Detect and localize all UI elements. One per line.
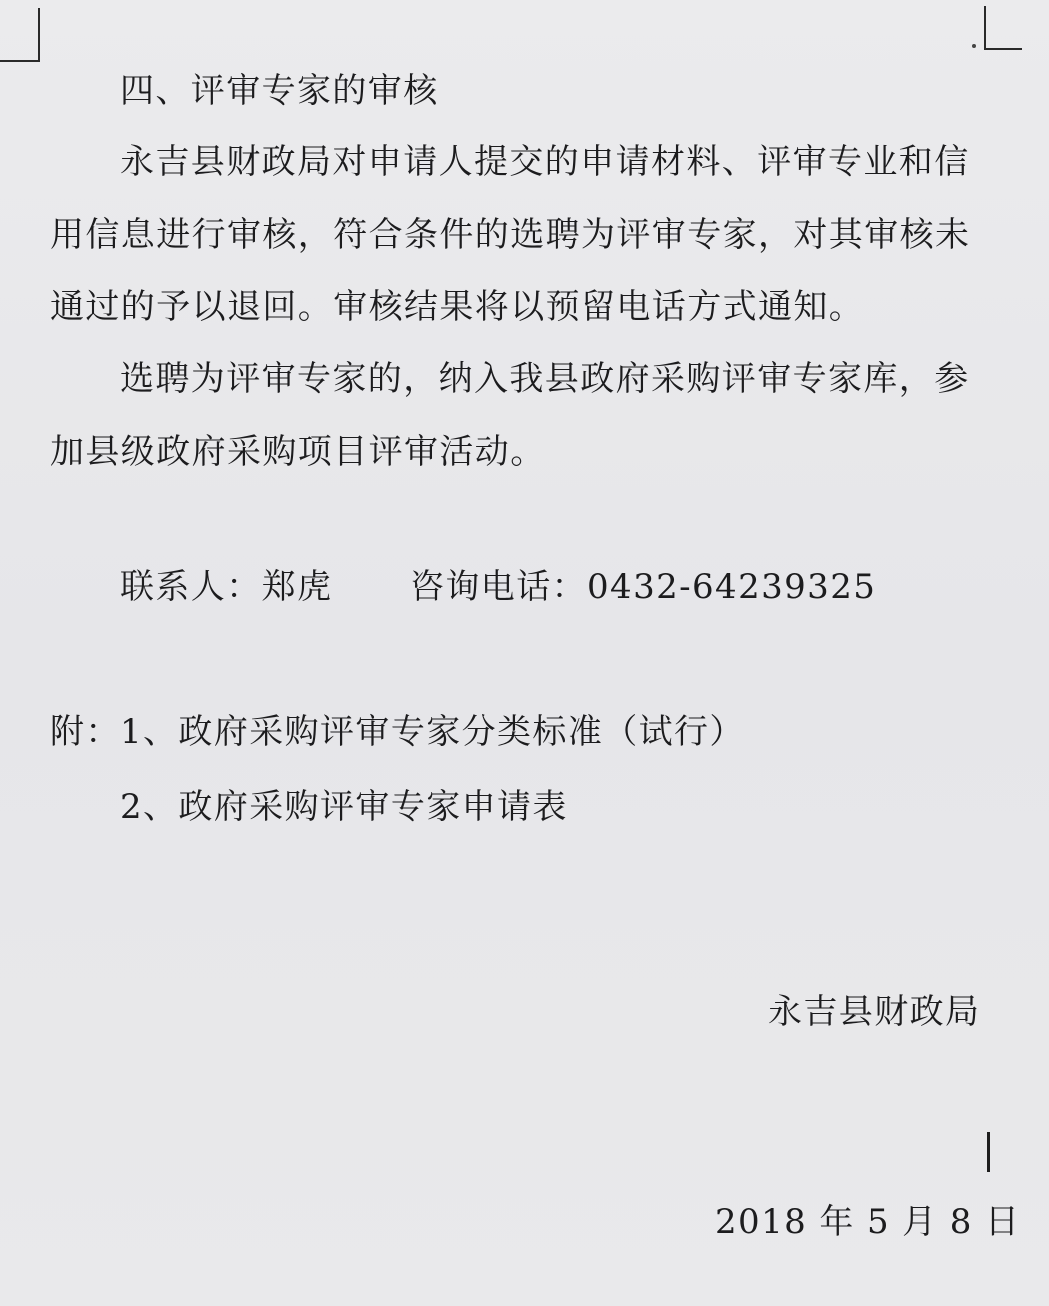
contact-person: 联系人：郑虎 — [120, 567, 333, 607]
paragraph-1-line-3: 通过的予以退回。审核结果将以预留电话方式通知。 — [50, 287, 865, 327]
paragraph-1-line-1: 永吉县财政局对申请人提交的申请材料、评审专业和信 — [120, 142, 970, 182]
margin-mark — [987, 1132, 990, 1172]
section-heading: 四、评审专家的审核 — [120, 71, 439, 111]
paragraph-2-line-2: 加县级政府采购项目评审活动。 — [50, 432, 546, 472]
attachments-label: 附： — [50, 712, 121, 752]
signature-organization: 永吉县财政局 — [768, 992, 981, 1032]
attachment-item: 1、政府采购评审专家分类标准（试行） — [120, 712, 745, 752]
paragraph-2-line-1: 选聘为评审专家的，纳入我县政府采购评审专家库，参 — [120, 359, 970, 399]
attachment-item: 2、政府采购评审专家申请表 — [120, 787, 568, 827]
contact-phone: 咨询电话：0432-64239325 — [410, 567, 877, 607]
crop-mark-dot — [972, 44, 976, 48]
crop-mark-top-left — [0, 8, 40, 62]
crop-mark-top-right — [984, 6, 1022, 50]
paragraph-1-line-2: 用信息进行审核，符合条件的选聘为评审专家，对其审核未 — [50, 215, 971, 255]
signature-date: 2018 年 5 月 8 日 — [715, 1202, 1021, 1242]
